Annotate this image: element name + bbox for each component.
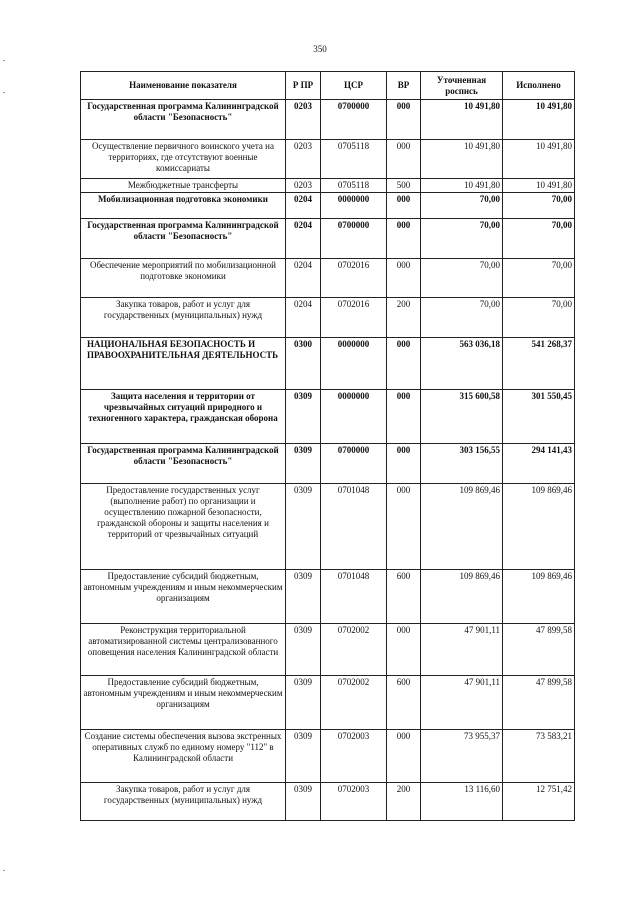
- row-rpr: 0204: [286, 219, 321, 259]
- row-vr: 000: [387, 140, 421, 179]
- row-vr: 600: [387, 676, 421, 730]
- row-csr: 0700000: [321, 444, 387, 484]
- row-plan: 109 869,46: [421, 484, 503, 570]
- header-name: Наименование показателя: [81, 72, 286, 100]
- row-done: 10 491,80: [503, 179, 575, 193]
- row-csr: 0701048: [321, 570, 387, 624]
- row-vr: 000: [387, 390, 421, 444]
- row-name: Предоставление государственных услуг (выполнение работ) по организации и осуществлению пожарной безопасности, гражданской обороны и защиты населения и территорий от чрезвычайных ситуаций: [81, 484, 286, 570]
- row-plan: 563 036,18: [421, 338, 503, 390]
- row-rpr: 0309: [286, 676, 321, 730]
- row-vr: 000: [387, 444, 421, 484]
- row-rpr: 0309: [286, 484, 321, 570]
- table-row: [81, 298, 575, 338]
- budget-table: [80, 71, 575, 821]
- row-plan: 10 491,80: [421, 100, 503, 140]
- row-csr: 0700000: [321, 100, 387, 140]
- row-plan: 109 869,46: [421, 570, 503, 624]
- row-csr: 0700000: [321, 219, 387, 259]
- row-done: 301 550,45: [503, 390, 575, 444]
- row-name: НАЦИОНАЛЬНАЯ БЕЗОПАСНОСТЬ И ПРАВООХРАНИТЕЛЬНАЯ ДЕЯТЕЛЬНОСТЬ: [81, 338, 286, 390]
- row-plan: 70,00: [421, 298, 503, 338]
- row-plan: 315 600,58: [421, 390, 503, 444]
- row-rpr: 0300: [286, 338, 321, 390]
- row-plan: 10 491,80: [421, 179, 503, 193]
- row-done: 109 869,46: [503, 570, 575, 624]
- row-done: 10 491,80: [503, 100, 575, 140]
- row-rpr: 0309: [286, 624, 321, 676]
- row-plan: 303 156,55: [421, 444, 503, 484]
- row-name: Защита населения и территории от чрезвычайных ситуаций природного и техногенного характера, гражданская оборона: [81, 390, 286, 444]
- scan-artifact: [3, 92, 5, 93]
- row-rpr: 0203: [286, 140, 321, 179]
- row-csr: 0702003: [321, 783, 387, 821]
- header-csr: ЦСР: [321, 72, 387, 100]
- row-name: Государственная программа Калининградской области "Безопасность": [81, 219, 286, 259]
- row-done: 541 268,37: [503, 338, 575, 390]
- row-name: Мобилизационная подготовка экономики: [81, 193, 286, 219]
- row-rpr: 0309: [286, 444, 321, 484]
- row-plan: 47 901,11: [421, 676, 503, 730]
- table-row: [81, 484, 575, 570]
- row-name: Реконструкция территориальной автоматизированной системы централизованного оповещения населения Калининградской области: [81, 624, 286, 676]
- page-number: 350: [313, 44, 327, 54]
- row-done: 47 899,58: [503, 624, 575, 676]
- table-row: [81, 179, 575, 193]
- scan-artifact: [3, 60, 5, 61]
- row-name: Государственная программа Калининградской области "Безопасность": [81, 100, 286, 140]
- row-rpr: 0309: [286, 730, 321, 783]
- scan-artifact: [3, 870, 5, 871]
- row-done: 70,00: [503, 259, 575, 298]
- row-plan: 70,00: [421, 219, 503, 259]
- row-name: Закупка товаров, работ и услуг для государственных (муниципальных) нужд: [81, 298, 286, 338]
- row-done: 47 899,58: [503, 676, 575, 730]
- row-csr: 0702002: [321, 624, 387, 676]
- row-name: Предоставление субсидий бюджетным, автономным учреждениям и иным некоммерческим организациям: [81, 570, 286, 624]
- row-done: 12 751,42: [503, 783, 575, 821]
- row-done: 109 869,46: [503, 484, 575, 570]
- row-csr: 0705118: [321, 140, 387, 179]
- row-vr: 000: [387, 193, 421, 219]
- row-rpr: 0309: [286, 570, 321, 624]
- row-vr: 500: [387, 179, 421, 193]
- row-vr: 000: [387, 338, 421, 390]
- row-done: 70,00: [503, 193, 575, 219]
- row-plan: 73 955,37: [421, 730, 503, 783]
- table-row: [81, 570, 575, 624]
- table-row: [81, 100, 575, 140]
- row-done: 294 141,43: [503, 444, 575, 484]
- row-done: 70,00: [503, 298, 575, 338]
- row-rpr: 0203: [286, 100, 321, 140]
- table-row: [81, 390, 575, 444]
- row-vr: 200: [387, 298, 421, 338]
- row-csr: 0702002: [321, 676, 387, 730]
- header-plan: Уточненная роспись: [421, 72, 503, 100]
- row-plan: 47 901,11: [421, 624, 503, 676]
- row-plan: 70,00: [421, 193, 503, 219]
- row-vr: 000: [387, 100, 421, 140]
- table-row: [81, 444, 575, 484]
- table-row: [81, 624, 575, 676]
- row-csr: 0705118: [321, 179, 387, 193]
- header-done: Исполнено: [503, 72, 575, 100]
- row-csr: 0702003: [321, 730, 387, 783]
- table-row: [81, 140, 575, 179]
- table-row: [81, 783, 575, 821]
- row-rpr: 0309: [286, 783, 321, 821]
- row-name: Создание системы обеспечения вызова экстренных оперативных служб по единому номеру "112" в Калининградской области: [81, 730, 286, 783]
- header-vr: ВР: [387, 72, 421, 100]
- row-vr: 000: [387, 259, 421, 298]
- row-csr: 0000000: [321, 390, 387, 444]
- row-vr: 000: [387, 624, 421, 676]
- table-row: [81, 219, 575, 259]
- row-name: Осуществление первичного воинского учета на территориях, где отсутствуют военные комиссариаты: [81, 140, 286, 179]
- row-name: Закупка товаров, работ и услуг для государственных (муниципальных) нужд: [81, 783, 286, 821]
- table-row: [81, 730, 575, 783]
- row-rpr: 0204: [286, 259, 321, 298]
- row-name: Межбюджетные трансферты: [81, 179, 286, 193]
- row-vr: 600: [387, 570, 421, 624]
- table-header-row: [81, 72, 575, 100]
- row-plan: 13 116,60: [421, 783, 503, 821]
- table-row: [81, 259, 575, 298]
- row-plan: 70,00: [421, 259, 503, 298]
- table-row: [81, 193, 575, 219]
- row-done: 70,00: [503, 219, 575, 259]
- table-row: [81, 338, 575, 390]
- row-csr: 0000000: [321, 193, 387, 219]
- row-csr: 0702016: [321, 298, 387, 338]
- row-csr: 0000000: [321, 338, 387, 390]
- row-plan: 10 491,80: [421, 140, 503, 179]
- row-vr: 000: [387, 484, 421, 570]
- row-name: Предоставление субсидий бюджетным, автономным учреждениям и иным некоммерческим организациям: [81, 676, 286, 730]
- row-rpr: 0204: [286, 298, 321, 338]
- row-vr: 000: [387, 730, 421, 783]
- row-name: Государственная программа Калининградской области "Безопасность": [81, 444, 286, 484]
- row-rpr: 0309: [286, 390, 321, 444]
- row-done: 10 491,80: [503, 140, 575, 179]
- row-rpr: 0203: [286, 179, 321, 193]
- row-done: 73 583,21: [503, 730, 575, 783]
- header-rpr: Р ПР: [286, 72, 321, 100]
- row-csr: 0702016: [321, 259, 387, 298]
- row-vr: 000: [387, 219, 421, 259]
- row-name: Обеспечение мероприятий по мобилизационной подготовке экономики: [81, 259, 286, 298]
- row-vr: 200: [387, 783, 421, 821]
- row-rpr: 0204: [286, 193, 321, 219]
- table-row: [81, 676, 575, 730]
- row-csr: 0701048: [321, 484, 387, 570]
